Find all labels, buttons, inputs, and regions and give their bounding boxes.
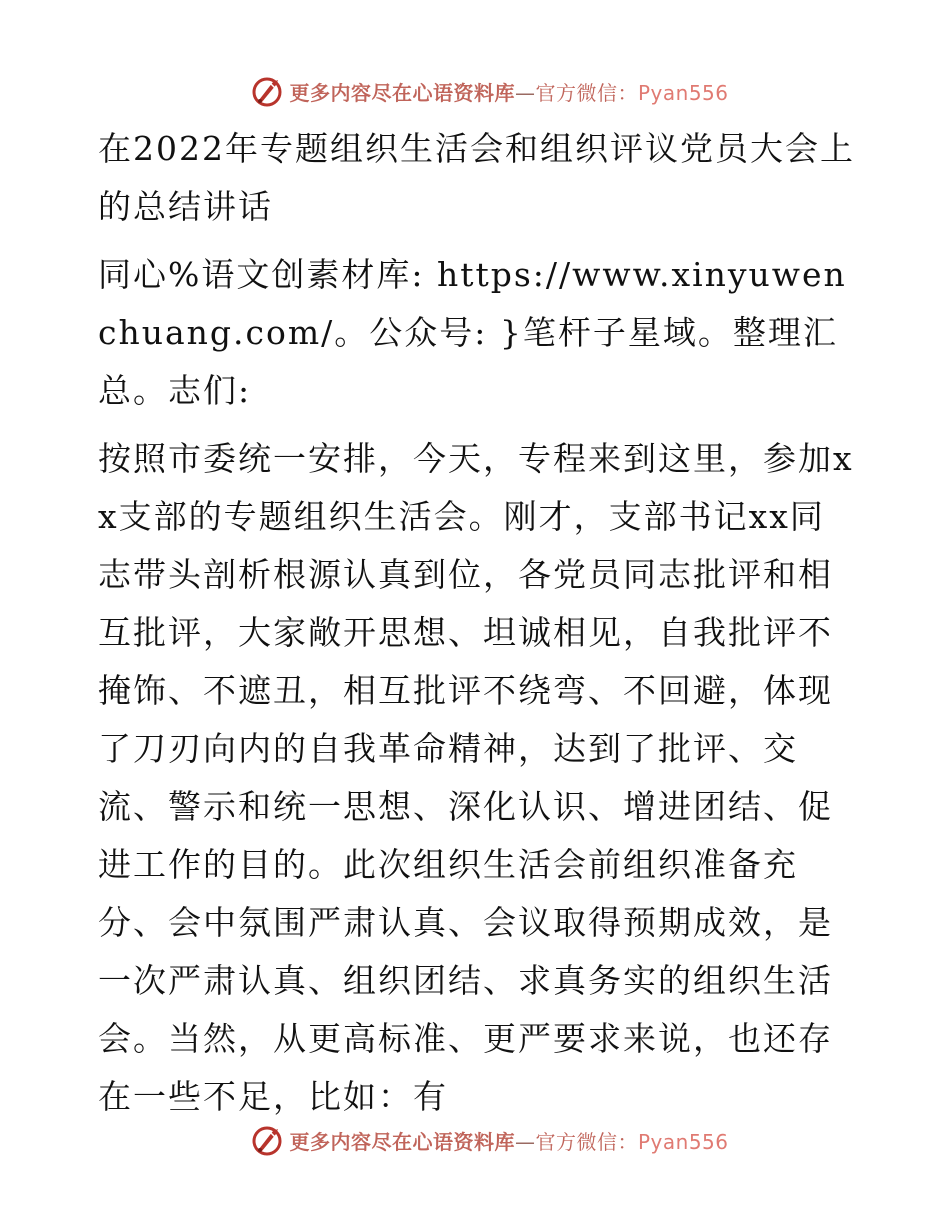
footer-banner-tail: 官方微信： — [535, 1129, 638, 1154]
document-title: 在2022年专题组织生活会和组织评议党员大会上的总结讲话 — [98, 129, 855, 226]
footer-banner-brand: Pyan556 — [637, 1129, 729, 1154]
footer-banner-main: 更多内容尽在心语资料库 — [289, 1129, 515, 1154]
header-banner-text — [289, 77, 728, 106]
quill-pen-logo-icon — [251, 1123, 285, 1157]
source-line: 同心%语文创素材库: https://www.xinyuwenchuang.com/。公众号: }笔杆子星域。整理汇总。志们: — [98, 255, 847, 410]
quill-pen-logo-icon — [251, 74, 285, 108]
document-content — [98, 120, 858, 1126]
footer-banner-dash: — — [514, 1129, 536, 1154]
header-banner-brand: Pyan556 — [637, 80, 729, 105]
footer-banner — [0, 1118, 950, 1162]
header-banner-main: 更多内容尽在心语资料库 — [289, 80, 515, 105]
header-banner-dash: — — [514, 80, 536, 105]
header-banner-tail: 官方微信： — [535, 80, 638, 105]
body-paragraph: 按照市委统一安排，今天，专程来到这里，参加xx支部的专题组织生活会。刚才，支部书记xx同志带头剖析根源认真到位，各党员同志批评和相互批评，大家敞开思想、坦诚相见，自我批评不掩饰、不遮丑，相互批评不绕弯、不回避，体现了刀刃向内的自我革命精神，达到了批评、交流、警示和统一思想、深化认识、增进团结、促进工作的目的。此次组织生活会前组织准备充分、会中氛围严肃认真、会议取得预期成效，是一次严肃认真、组织团结、求真务实的组织生活会。当然，从更高标准、更严要求来说，也还存在一些不足，比如：有 — [98, 439, 854, 1116]
footer-banner-text — [289, 1126, 728, 1155]
header-banner — [0, 69, 950, 113]
